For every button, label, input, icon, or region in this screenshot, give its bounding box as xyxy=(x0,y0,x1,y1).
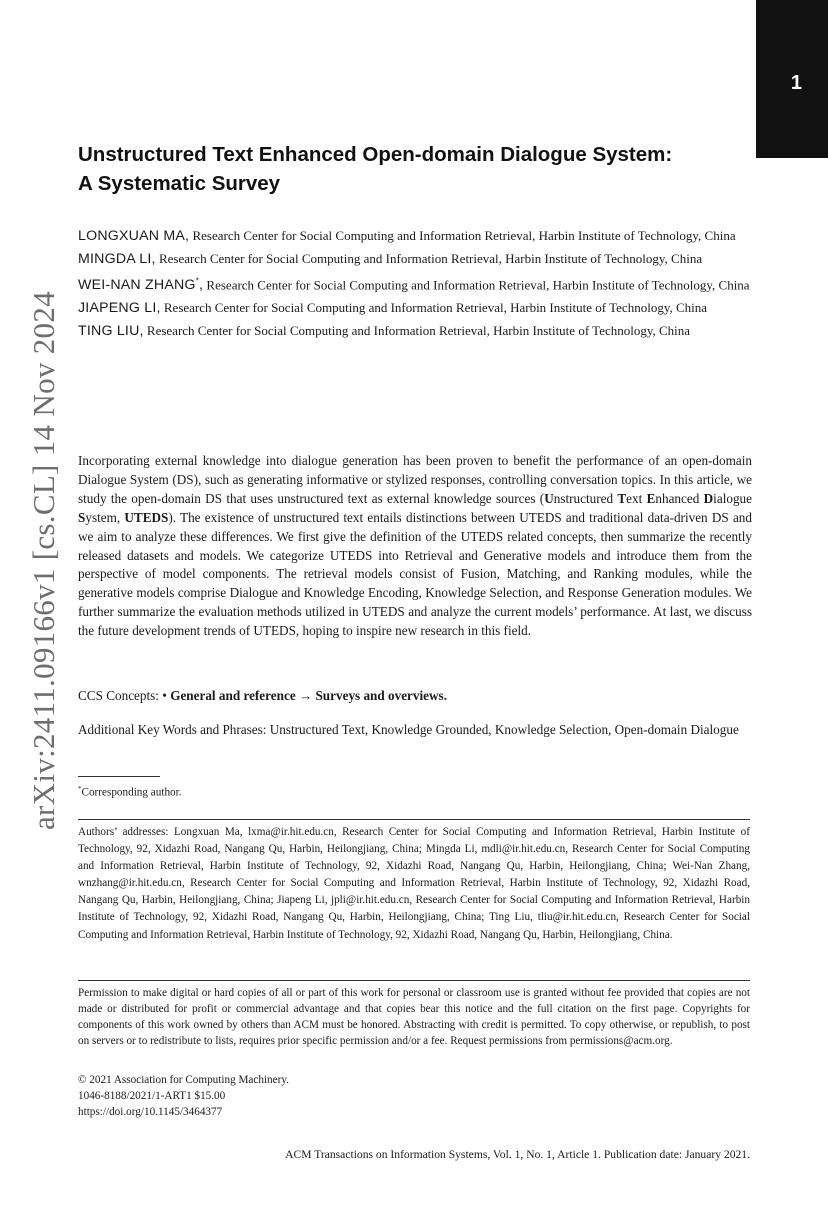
paper-title xyxy=(78,140,758,198)
abstract: Incorporating external knowledge into dialogue generation has been proven to benefit the performance of an open-domain Dialogue System (DS), such as generating informative or stylized responses, controlling conversation topics. In this article, we study the open-domain DS that uses unstructured text as external knowledge sources (Unstructured Text Enhanced Dialogue System, UTEDS). The existence of unstructured text entails distinctions between UTEDS and traditional data-driven DS and we aim to analyze these differences. We first give the definition of the UTEDS related concepts, then summarize the recently released datasets and models. We categorize UTEDS into Retrieval and Generative models and introduce them from the perspective of model components. The retrieval models consist of Fusion, Matching, and Ranking modules, while the generative models comprise Dialogue and Knowledge Encoding, Knowledge Selection, and Response Generation modules. We further summarize the evaluation methods utilized in UTEDS and analyze the current models’ performance. At last, we discuss the future development trends of UTEDS, hoping to inspire new research in this field. xyxy=(78,453,752,639)
permission-divider xyxy=(78,980,750,981)
title-line-2: A Systematic Survey xyxy=(78,172,281,195)
author-entry xyxy=(78,248,752,271)
author-affiliation: Research Center for Social Computing and Information Retrieval, Harbin Institute of Technology, China xyxy=(146,322,691,338)
author-name: JIAPENG LI, xyxy=(78,300,161,317)
corresponding-author-mark: * xyxy=(195,276,200,286)
arxiv-stamp: arXiv:2411.09166v1 [cs.CL] 14 Nov 2024 xyxy=(26,291,61,830)
title-line-1: Unstructured Text Enhanced Open-domain Dialogue System: xyxy=(78,143,673,166)
author-entry xyxy=(78,271,752,298)
footnote: *Corresponding author. xyxy=(78,785,182,799)
uteds-acronym: UTEDS xyxy=(124,509,169,525)
author-entry xyxy=(78,225,752,248)
author-affiliation: Research Center for Social Computing and Information Retrieval, Harbin Institute of Technology, China xyxy=(163,300,708,316)
author-name: LONGXUAN MA, xyxy=(78,228,190,244)
footnote-rule xyxy=(78,776,160,777)
author-entry xyxy=(78,297,752,320)
ccs-concepts: CCS Concepts: • General and reference → Surveys and overviews. xyxy=(78,688,447,703)
author-addresses: Authors’ addresses: Longxuan Ma, lxma@ir.hit.edu.cn, Research Center for Social Computing and Information Retrieval, Harbin Institute of Technology, 92, Xidazhi Road, Nangang Qu, Harbin, Heilongjiang, China; Mingda Li, mdli@ir.hit.edu.cn, Research Center for Social Computing and Information Retrieval, Harbin Institute of Technology, 92, Xidazhi Road, Nangang Qu, Harbin, Heilongjiang, China; Wei-Nan Zhang, wnzhang@ir.hit.edu.cn, Research Center for Social Computing and Information Retrieval, Harbin Institute of Technology, 92, Xidazhi Road, Nangang Qu, Harbin, Heilongjiang, China; Jiapeng Li, jpli@ir.hit.edu.cn, Research Center for Social Computing and Information Retrieval, Harbin Institute of Technology, 92, Xidazhi Road, Nangang Qu, Harbin, Heilongjiang, China; Ting Liu, tliu@ir.hit.edu.cn, Research Center for Social Computing and Information Retrieval, Harbin Institute of Technology, 92, Xidazhi Road, Nangang Qu, Harbin, Heilongjiang, China. xyxy=(78,826,750,941)
publication-meta xyxy=(78,1072,289,1120)
author-name: WEI-NAN ZHANG*, xyxy=(78,276,204,294)
page-number-tab xyxy=(756,0,828,158)
running-footer: ACM Transactions on Information Systems, Vol. 1, No. 1, Article 1. Publication date: January 2021. xyxy=(285,1148,750,1161)
keywords: Additional Key Words and Phrases: Unstructured Text, Knowledge Grounded, Knowledge Selection, Open-domain Dialogue xyxy=(78,722,739,737)
issn: 1046-8188/2021/1-ART1 $15.00 xyxy=(78,1090,226,1103)
doi-link[interactable]: https://doi.org/10.1145/3464377 xyxy=(78,1106,223,1119)
author-name: TING LIU, xyxy=(78,322,144,339)
author-affiliation: Research Center for Social Computing and Information Retrieval, Harbin Institute of Technology, China xyxy=(158,250,703,266)
copyright: © 2021 Association for Computing Machinery. xyxy=(78,1074,289,1086)
address-divider xyxy=(78,819,750,820)
permission-notice: Permission to make digital or hard copies of all or part of this work for personal or classroom use is granted without fee provided that copies are not made or distributed for profit or commercial advantage and that copies bear this notice and the full citation on the first page. Copyrights for components of this work owned by others than ACM must be honored. Abstracting with credit is permitted. To copy otherwise, or republish, to post on servers or to redistribute to lists, requires prior specific permission and/or a fee. Request permissions from permissions@acm.org. xyxy=(78,987,750,1048)
author-affiliation: Research Center for Social Computing and Information Retrieval, Harbin Institute of Technology, China xyxy=(206,277,750,293)
author-affiliation: Research Center for Social Computing and Information Retrieval, Harbin Institute of Technology, China xyxy=(192,228,736,243)
author-entry xyxy=(78,320,752,343)
author-name: MINGDA LI, xyxy=(78,250,156,267)
page-number: 1 xyxy=(790,72,802,94)
author-list xyxy=(78,225,752,343)
